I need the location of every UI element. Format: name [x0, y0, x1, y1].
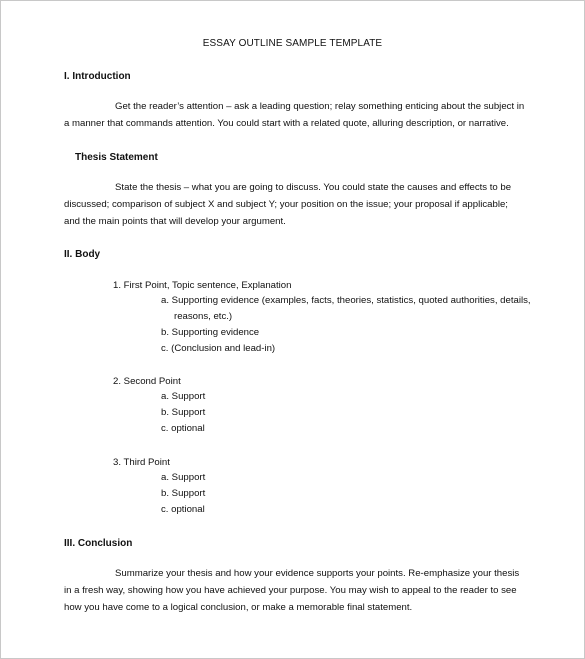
introduction-paragraph: Get the reader’s attention – ask a leading question; relay something enticing about the subject in a manner that commands attention. You could start with a related quote, alluring description, or narrative. [64, 101, 525, 129]
thesis-paragraph: State the thesis – what you are going to discuss. You could state the causes and effects to be discussed; comparison of subject X and subject Y; your position on the issue; your proposal if applicable; and the main points that will develop your argument. [64, 182, 512, 227]
thesis-heading: Thesis Statement [75, 152, 158, 163]
point-3-sub-c: c. optional [161, 504, 205, 515]
point-3-sub-a: a. Support [161, 472, 206, 483]
conclusion-heading: III. Conclusion [64, 538, 133, 549]
body-point-2: 2. Second Point [113, 376, 181, 387]
point-1-sub-a: a. Supporting evidence (examples, facts, theories, statistics, quoted authorities, details, reasons, etc.) [161, 295, 531, 322]
document-title: ESSAY OUTLINE SAMPLE TEMPLATE [202, 38, 383, 49]
point-2-sub-a: a. Support [161, 391, 206, 402]
body-point-3: 3. Third Point [113, 457, 170, 468]
conclusion-paragraph: Summarize your thesis and how your evidence supports your points. Re-emphasize your thesis in a fresh way, showing how you have achieved your purpose. You may wish to appeal to the reader to see how you have come to a logical conclusion, or make a memorable final statement. [64, 568, 520, 613]
body-heading: II. Body [64, 249, 101, 260]
point-2-sub-c: c. optional [161, 423, 205, 434]
point-1-sub-c: c. (Conclusion and lead-in) [161, 343, 276, 354]
point-3-sub-b: b. Support [161, 488, 206, 499]
point-1-sub-b: b. Supporting evidence [161, 327, 260, 338]
point-2-sub-b: b. Support [161, 407, 206, 418]
introduction-heading: I. Introduction [64, 71, 131, 82]
body-point-1: 1. First Point, Topic sentence, Explanation [113, 280, 292, 291]
